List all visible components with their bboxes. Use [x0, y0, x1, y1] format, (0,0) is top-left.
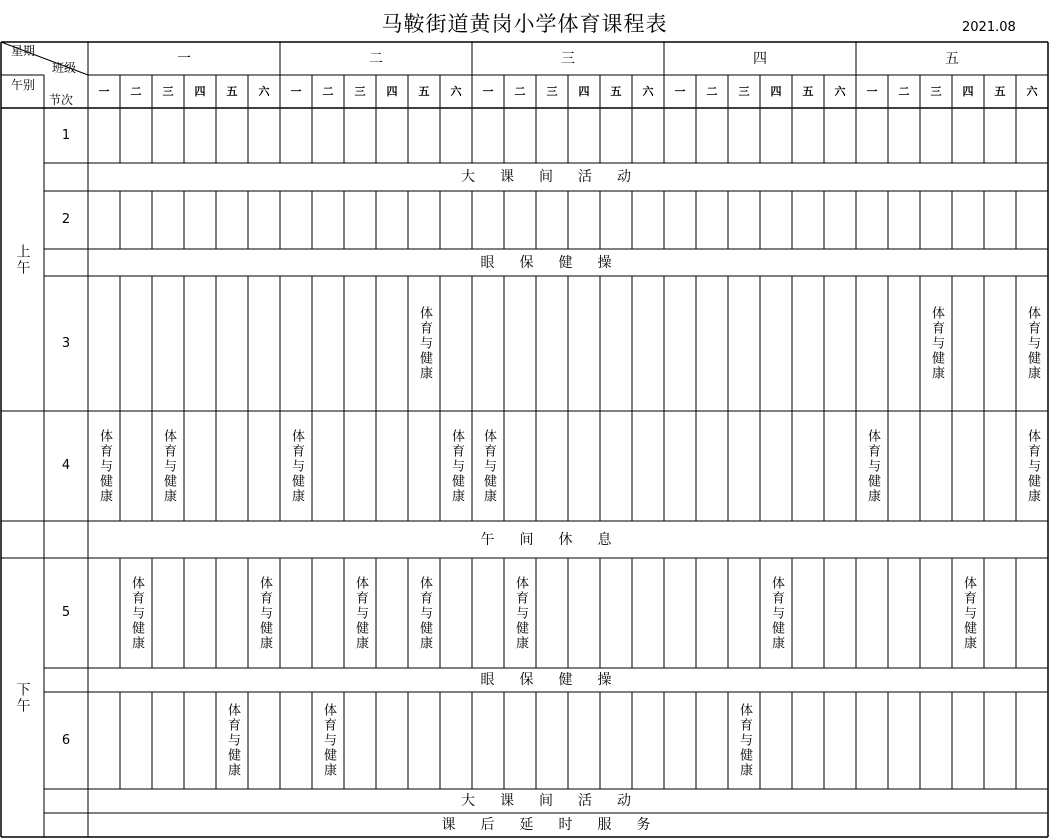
class-header: 二 [514, 84, 526, 98]
class-header: 四 [770, 84, 782, 98]
band-eye-1: 眼保健操 [480, 254, 637, 271]
band-big-break-1: 大课间活动 [461, 169, 656, 185]
lesson-cell: 体育与健康 [417, 575, 432, 651]
band-big-break-2: 大课间活动 [461, 793, 656, 809]
lesson-cell: 体育与健康 [1025, 428, 1040, 504]
date-label: 2021.08 [962, 20, 1016, 35]
class-header: 二 [130, 84, 142, 98]
lesson-cell: 体育与健康 [481, 428, 496, 504]
class-header: 一 [674, 84, 686, 98]
class-header: 三 [546, 84, 558, 98]
lesson-cell: 体育与健康 [161, 428, 176, 504]
class-header: 五 [226, 84, 238, 98]
class-header: 五 [994, 84, 1006, 98]
lesson-cell: 体育与健康 [1025, 306, 1040, 381]
period-label-2: 2 [61, 212, 71, 227]
period-label-3: 3 [61, 335, 71, 351]
corner-week-label: 星期 [10, 44, 35, 58]
am-label: 上午 [14, 243, 31, 276]
class-header: 三 [162, 84, 174, 98]
corner-period-label: 节次 [48, 92, 73, 107]
class-header: 六 [258, 84, 270, 98]
corner-class-label: 班级 [51, 60, 76, 75]
class-header: 三 [930, 84, 942, 98]
class-header: 四 [962, 84, 974, 98]
class-header: 二 [706, 84, 718, 98]
class-header: 一 [290, 84, 302, 98]
class-header: 三 [738, 84, 750, 98]
class-header: 二 [322, 84, 334, 98]
period-label-4: 4 [61, 458, 71, 473]
day-header-2: 二 [369, 50, 383, 67]
lesson-cell: 体育与健康 [97, 428, 112, 504]
class-header: 六 [834, 84, 846, 98]
lesson-cell: 体育与健康 [289, 428, 304, 504]
lesson-cell: 体育与健康 [929, 306, 944, 381]
class-header: 一 [866, 84, 878, 98]
lesson-cell: 体育与健康 [257, 575, 272, 651]
period-label-5: 5 [61, 605, 71, 620]
band-eye-2: 眼保健操 [480, 672, 637, 688]
day-header-4: 四 [753, 50, 767, 67]
lesson-cell: 体育与健康 [961, 575, 976, 651]
class-header: 二 [898, 84, 910, 98]
lesson-cell: 体育与健康 [769, 575, 784, 651]
lesson-cell: 体育与健康 [449, 428, 464, 504]
lesson-cell: 体育与健康 [353, 575, 368, 651]
corner-session-label: 午别 [10, 78, 35, 92]
pm-label: 下午 [14, 681, 31, 714]
lesson-cell: 体育与健康 [225, 703, 240, 778]
period-label-1: 1 [61, 127, 71, 143]
band-lunch: 午间休息 [480, 531, 637, 548]
class-header: 五 [802, 84, 814, 98]
band-after-school: 课后延时服务 [441, 817, 676, 833]
day-header-1: 一 [177, 50, 191, 67]
lesson-cell: 体育与健康 [513, 575, 528, 651]
class-header: 一 [98, 84, 110, 98]
lesson-cell: 体育与健康 [417, 306, 432, 381]
class-header: 四 [194, 84, 206, 98]
class-header: 四 [578, 84, 590, 98]
period-label-6: 6 [61, 732, 71, 748]
lesson-cell: 体育与健康 [737, 703, 752, 778]
class-header: 六 [450, 84, 462, 98]
class-header: 一 [482, 84, 494, 98]
class-header: 六 [642, 84, 654, 98]
day-header-5: 五 [945, 50, 959, 67]
lesson-cell: 体育与健康 [865, 428, 880, 504]
class-header: 四 [386, 84, 398, 98]
class-header: 三 [354, 84, 366, 98]
lesson-cell: 体育与健康 [129, 575, 144, 651]
page-title: 马鞍街道黄岗小学体育课程表 [381, 12, 668, 36]
day-header-3: 三 [561, 50, 575, 67]
class-header: 六 [1026, 84, 1038, 98]
class-header: 五 [418, 84, 430, 98]
class-header: 五 [610, 84, 622, 98]
lesson-cell: 体育与健康 [321, 703, 336, 778]
